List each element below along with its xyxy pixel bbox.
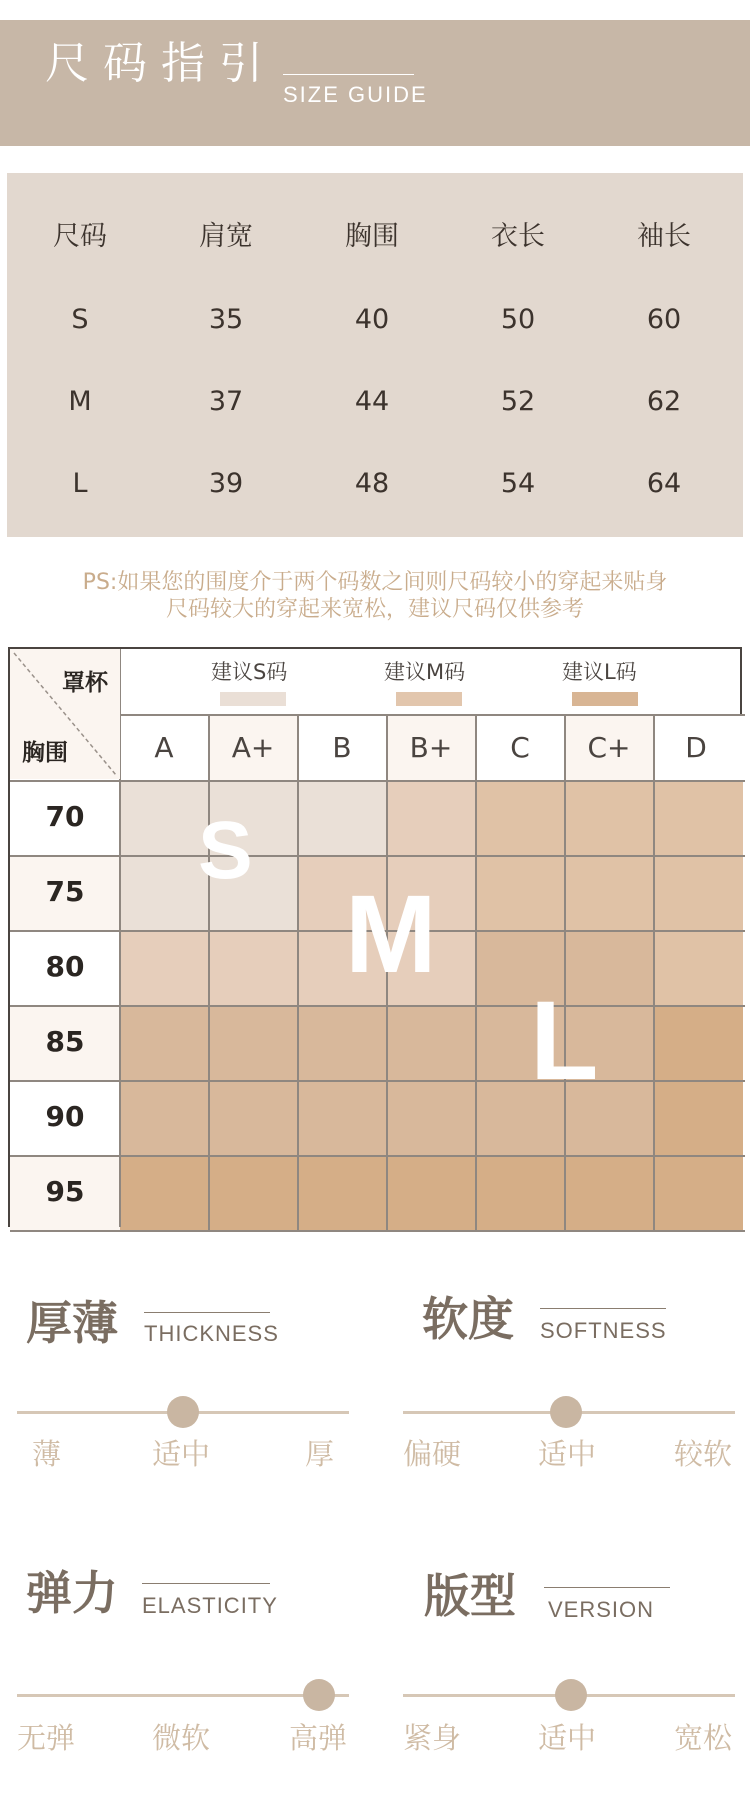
size-table-cell: 64: [646, 468, 682, 499]
size-table-header: 袖长: [637, 221, 691, 252]
cup-chart-cell: [120, 1156, 209, 1231]
size-table-header: 衣长: [491, 221, 545, 252]
version-title-line: [544, 1587, 670, 1588]
cup-label-a: A: [154, 731, 174, 764]
cup-label-c: C: [510, 731, 530, 764]
thickness-title: 厚薄: [26, 1296, 118, 1350]
cup-chart-cell: [654, 1156, 743, 1231]
cup-label-d: D: [685, 731, 707, 764]
recommend-l-swatch: [572, 692, 638, 706]
size-table-cell: 48: [354, 468, 390, 499]
elasticity-option: 高弹: [289, 1721, 348, 1755]
zone-l-letter: L: [530, 978, 599, 1103]
grid-line: [10, 1230, 745, 1232]
elasticity-title-line: [142, 1583, 270, 1584]
size-note-line-2: 尺码较大的穿起来宽松，建议尺码仅供参考: [165, 597, 584, 622]
cup-chart-cell: [120, 1081, 209, 1156]
cup-chart-cell: [654, 856, 743, 931]
cup-chart-cell: [476, 781, 565, 856]
cup-chart-cell: [298, 1006, 387, 1081]
thickness-option: 薄: [32, 1437, 62, 1471]
size-table-cell: 62: [646, 386, 682, 417]
version-option: 紧身: [403, 1721, 462, 1755]
size-table-cell: S: [71, 304, 89, 335]
grid-line: [475, 715, 477, 1231]
cup-label-b: B: [332, 731, 352, 764]
thickness-title-line: [144, 1312, 270, 1313]
cup-chart-cell: [120, 856, 209, 931]
recommend-m-label: 建议M码: [384, 660, 466, 684]
size-table-cell: 52: [500, 386, 536, 417]
cup-chart-cell: [654, 781, 743, 856]
cup-chart-cell: [387, 1081, 476, 1156]
softness-title-line: [540, 1308, 666, 1309]
version-title: 版型: [424, 1569, 516, 1623]
size-table-cell: 39: [208, 468, 244, 499]
cup-chart-cell: [298, 781, 387, 856]
cup-chart-cell: [654, 1081, 743, 1156]
size-table-cell: 54: [500, 468, 536, 499]
recommend-s-label: 建议S码: [211, 660, 288, 684]
cup-chart-cell: [120, 931, 209, 1006]
softness-title: 软度: [422, 1292, 514, 1346]
cup-label-a-plus: A+: [231, 731, 275, 764]
cup-chart-cell: [120, 781, 209, 856]
softness-scale-marker: [550, 1396, 582, 1428]
size-table-cell: 44: [354, 386, 390, 417]
zone-m-letter: M: [345, 873, 437, 996]
band-label-70: 70: [45, 800, 85, 833]
page-title: 尺码指引: [45, 38, 277, 89]
grid-line: [297, 715, 299, 1231]
thickness-option: 适中: [152, 1437, 211, 1471]
cup-chart-cell: [209, 1006, 298, 1081]
size-table-cell: 37: [208, 386, 244, 417]
cup-chart-cell: [387, 781, 476, 856]
version-scale-marker: [555, 1679, 587, 1711]
cup-chart-cell: [565, 856, 654, 931]
elasticity-scale-track: [17, 1694, 349, 1697]
size-table-cell: M: [68, 386, 92, 417]
cup-chart-cell: [209, 1156, 298, 1231]
band-label-85: 85: [45, 1025, 85, 1058]
size-table-header: 尺码: [53, 221, 107, 252]
grid-line: [120, 714, 745, 716]
thickness-scale-marker: [167, 1396, 199, 1428]
recommend-m-swatch: [396, 692, 462, 706]
band-label-95: 95: [45, 1175, 85, 1208]
recommend-l-label: 建议L码: [562, 660, 637, 684]
softness-option: 较软: [674, 1437, 733, 1471]
cup-label-c-plus: C+: [587, 731, 631, 764]
version-option: 宽松: [674, 1721, 733, 1755]
size-table-cell: 40: [354, 304, 390, 335]
version-subtitle: VERSION: [548, 1597, 655, 1622]
corner-band-label: 胸围: [22, 740, 68, 766]
elasticity-title: 弹力: [26, 1566, 118, 1620]
recommend-s-swatch: [220, 692, 286, 706]
cup-chart-cell: [654, 1006, 743, 1081]
cup-label-b-plus: B+: [409, 731, 453, 764]
size-table-cell: 35: [208, 304, 244, 335]
cup-chart-cell: [209, 931, 298, 1006]
cup-chart-cell: [298, 1081, 387, 1156]
cup-chart-cell: [476, 1156, 565, 1231]
page-subtitle: SIZE GUIDE: [283, 82, 428, 107]
zone-s-letter: S: [198, 805, 253, 896]
cup-chart-cell: [476, 856, 565, 931]
softness-option: 偏硬: [403, 1437, 462, 1471]
size-table-cell: L: [72, 468, 88, 499]
cup-chart-cell: [120, 1006, 209, 1081]
size-table-cell: 60: [646, 304, 682, 335]
cup-chart-cell: [565, 1156, 654, 1231]
elasticity-option: 微软: [152, 1721, 211, 1755]
version-option: 适中: [538, 1721, 597, 1755]
cup-chart-cell: [387, 1156, 476, 1231]
elasticity-scale-marker: [303, 1679, 335, 1711]
cup-chart-cell: [565, 781, 654, 856]
thickness-subtitle: THICKNESS: [144, 1321, 279, 1346]
band-label-75: 75: [45, 875, 85, 908]
band-label-90: 90: [45, 1100, 85, 1133]
cup-chart-cell: [298, 1156, 387, 1231]
size-table-cell: 50: [500, 304, 536, 335]
cup-chart-cell: [654, 931, 743, 1006]
size-table-header: 肩宽: [199, 221, 253, 252]
cup-chart-cell: [209, 1081, 298, 1156]
size-table-header: 胸围: [345, 221, 399, 252]
softness-option: 适中: [538, 1437, 597, 1471]
size-note-line-1: PS:如果您的围度介于两个码数之间则尺码较小的穿起来贴身: [82, 570, 668, 595]
cup-chart-cell: [387, 1006, 476, 1081]
corner-cup-label: 罩杯: [62, 670, 108, 696]
elasticity-subtitle: ELASTICITY: [142, 1593, 278, 1618]
grid-line: [653, 715, 655, 1231]
band-label-80: 80: [45, 950, 85, 983]
softness-subtitle: SOFTNESS: [540, 1318, 667, 1343]
grid-line: [208, 715, 210, 1231]
thickness-option: 厚: [305, 1437, 335, 1471]
elasticity-option: 无弹: [17, 1721, 76, 1755]
grid-line: [564, 715, 566, 1231]
